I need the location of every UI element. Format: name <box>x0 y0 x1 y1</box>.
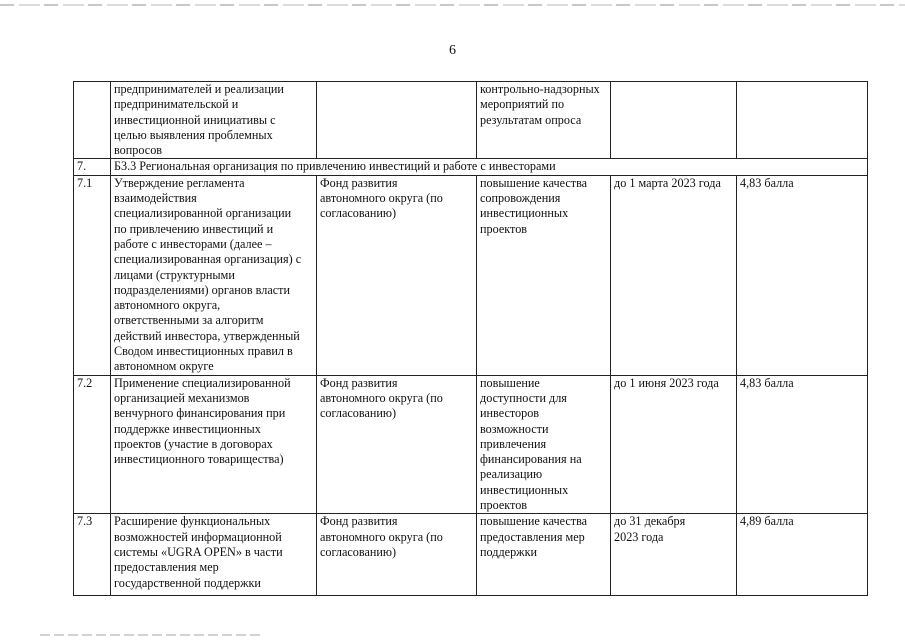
cell-deadline: до 31 декабря 2023 года <box>611 514 737 596</box>
cell-result: повышение качества сопровождения инвестиционных проектов <box>477 175 611 375</box>
cell-num <box>74 82 111 159</box>
cell-score <box>737 82 868 159</box>
cell-executor <box>317 82 477 159</box>
cell-event: Расширение функциональных возможностей информационной системы «UGRA OPEN» в части предоставления мер государственной поддержки <box>111 514 317 596</box>
cell-num: 7.1 <box>74 175 111 375</box>
table-row-section <box>74 159 868 175</box>
measures-table <box>73 81 868 596</box>
table-row <box>74 175 868 375</box>
cell-num: 7.3 <box>74 514 111 596</box>
cell-event: предпринимателей и реализации предпринимательской и инвестиционной инициативы с целью выявления проблемных вопросов <box>111 82 317 159</box>
cell-deadline: до 1 марта 2023 года <box>611 175 737 375</box>
cell-score: 4,89 балла <box>737 514 868 596</box>
cell-result: контрольно-надзорных мероприятий по результатам опроса <box>477 82 611 159</box>
cell-result: повышение качества предоставления мер поддержки <box>477 514 611 596</box>
cell-executor: Фонд развития автономного округа (по согласованию) <box>317 175 477 375</box>
cell-executor: Фонд развития автономного округа (по согласованию) <box>317 514 477 596</box>
table-row-continued <box>74 82 868 159</box>
cell-event: Утверждение регламента взаимодействия специализированной организации по привлечению инвестиций и работе с инвесторами (далее – специализированная организация) с лицами (структурными подразделениями) органов власти автономного округа, ответственными за алгоритм действий инвестора, утвержденный Сводом инвестиционных правил в автономном округе <box>111 175 317 375</box>
cell-deadline <box>611 82 737 159</box>
cell-num: 7.2 <box>74 375 111 514</box>
page-number: 6 <box>449 43 456 58</box>
cell-score: 4,83 балла <box>737 175 868 375</box>
section-num: 7. <box>74 159 111 175</box>
table-row <box>74 514 868 596</box>
cell-event: Применение специализированной организацией механизмов венчурного финансирования при поддержке инвестиционных проектов (участие в договорах инвестиционного товарищества) <box>111 375 317 514</box>
table-row <box>74 375 868 514</box>
scan-edge-artifact-bottom <box>40 634 260 636</box>
cell-result: повышение доступности для инвесторов возможности привлечения финансирования на реализацию инвестиционных проектов <box>477 375 611 514</box>
section-title: Б3.3 Региональная организация по привлечению инвестиций и работе с инвесторами <box>111 159 868 175</box>
cell-deadline: до 1 июня 2023 года <box>611 375 737 514</box>
cell-score: 4,83 балла <box>737 375 868 514</box>
scan-edge-artifact-top <box>0 4 905 6</box>
cell-executor: Фонд развития автономного округа (по согласованию) <box>317 375 477 514</box>
